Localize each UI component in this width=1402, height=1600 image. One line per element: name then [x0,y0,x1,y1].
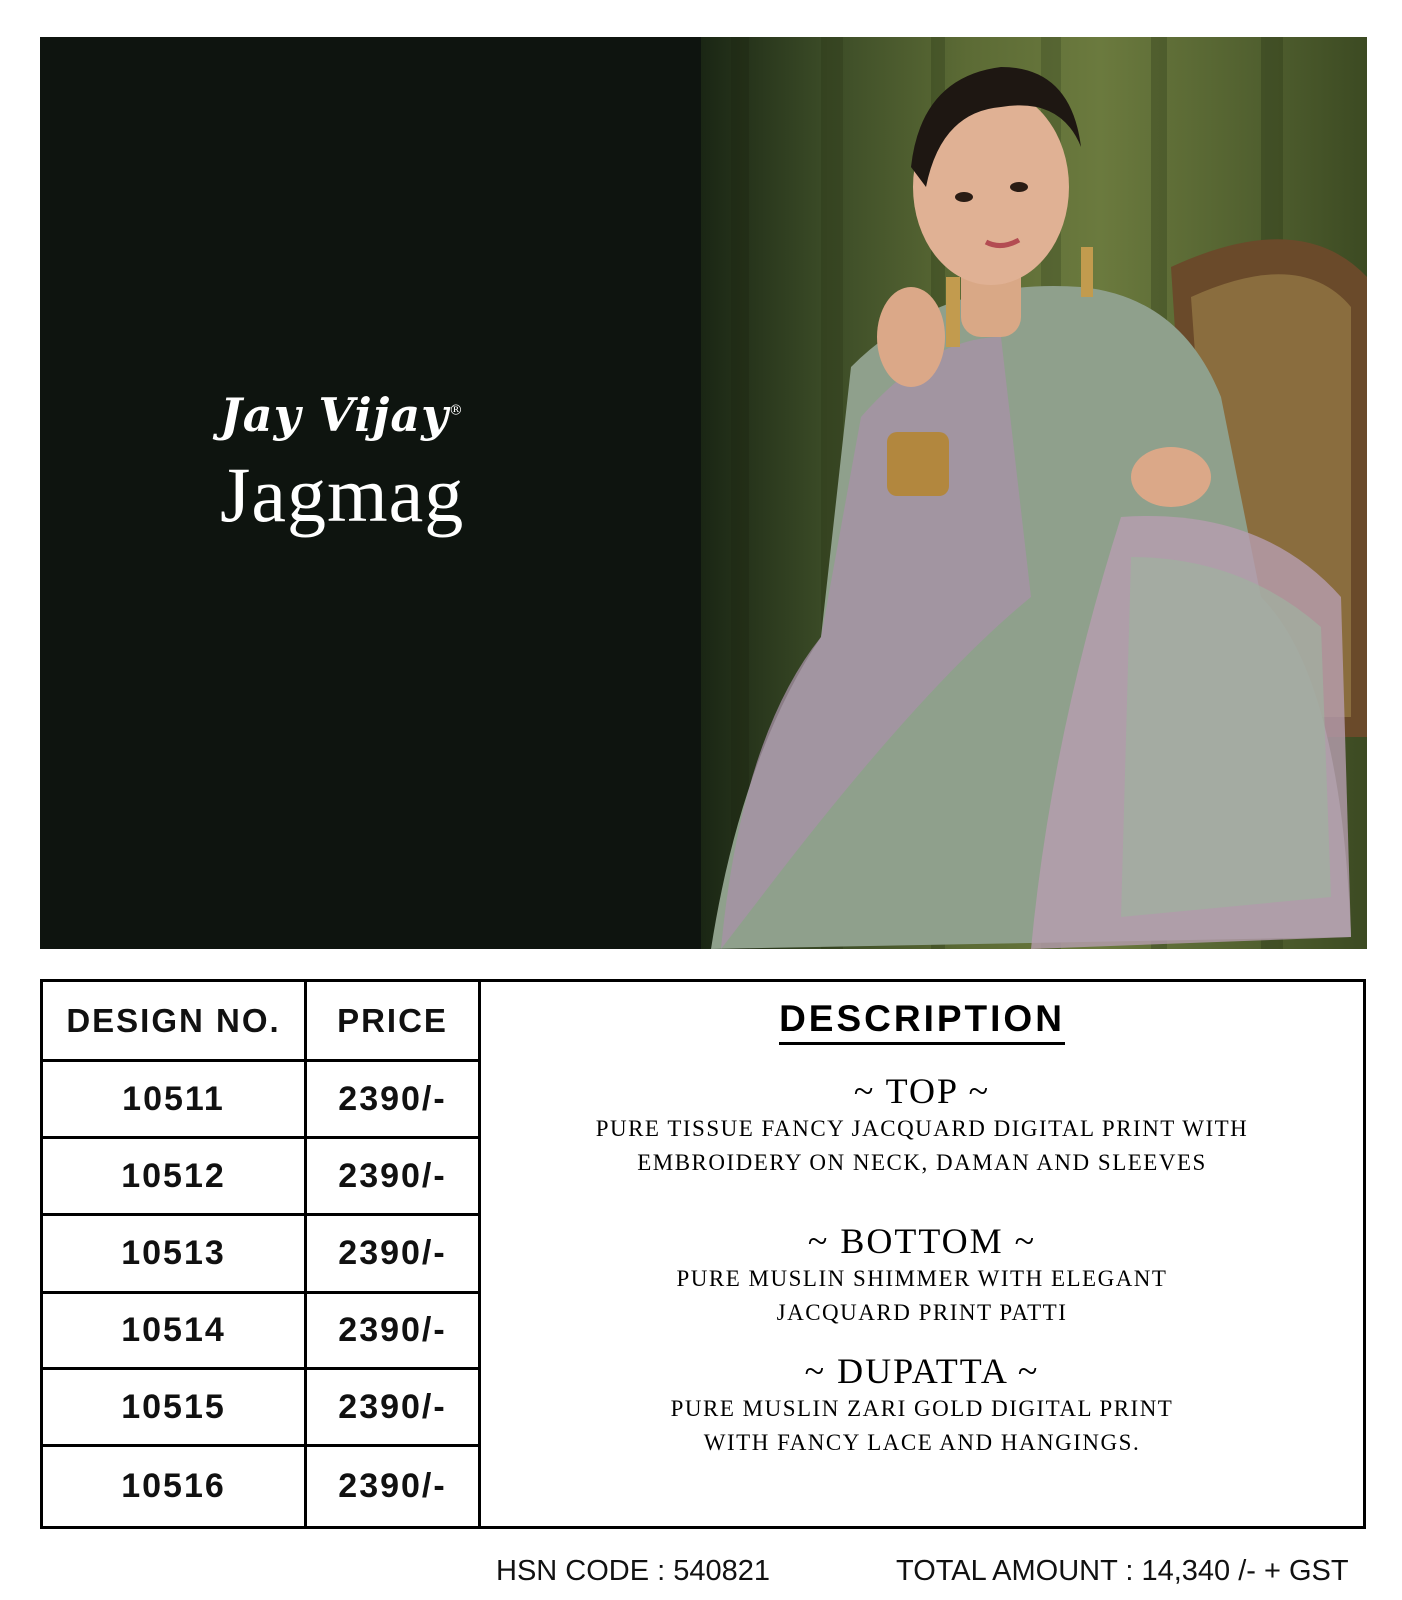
banner-dark-panel [40,37,701,949]
design-cell: 10511 [43,1062,304,1139]
collection-name: Jagmag [220,451,465,538]
bottom-heading: ~ BOTTOM ~ [807,1221,1037,1261]
bottom-line-1: PURE MUSLIN SHIMMER WITH ELEGANT [676,1265,1168,1291]
brand-logo [220,388,520,442]
design-cell: 10512 [43,1139,304,1216]
design-cell: 10514 [43,1294,304,1370]
price-cell: 2390/- [307,1216,478,1294]
top-line-1: PURE TISSUE FANCY JACQUARD DIGITAL PRINT WITH [595,1115,1249,1141]
description-title: DESCRIPTION [779,998,1065,1045]
price-cell: 2390/- [307,1370,478,1447]
catalog-banner [40,37,1367,949]
description-top [481,1072,1363,1180]
top-line-2: EMBROIDERY ON NECK, DAMAN AND SLEEVES [637,1149,1207,1175]
price-column [307,982,481,1526]
dupatta-line-1: PURE MUSLIN ZARI GOLD DIGITAL PRINT [670,1395,1174,1421]
price-cell: 2390/- [307,1294,478,1370]
design-column [43,982,307,1526]
description-panel [481,982,1363,1526]
dupatta-heading: ~ DUPATTA ~ [804,1351,1040,1391]
brand-block [220,388,520,538]
price-header: PRICE [307,982,478,1062]
description-dupatta [481,1352,1363,1460]
model-photo [701,37,1367,949]
price-cell: 2390/- [307,1062,478,1139]
hsn-code: HSN CODE : 540821 [496,1555,771,1587]
design-header: DESIGN NO. [43,982,304,1062]
registered-mark: ® [448,402,464,419]
model-illustration [701,37,1367,949]
dupatta-line-2: WITH FANCY LACE AND HANGINGS. [703,1429,1141,1455]
top-heading: ~ TOP ~ [853,1071,991,1111]
brand-logo-text: Jay Vijay [220,388,449,442]
design-cell: 10516 [121,1467,226,1505]
price-cell: 2390/- [338,1467,447,1505]
price-cell: 2390/- [307,1139,478,1216]
description-bottom [481,1222,1363,1330]
design-price-table [40,979,1366,1529]
total-amount: TOTAL AMOUNT : 14,340 /- + GST [896,1555,1349,1587]
bottom-line-2: JACQUARD PRINT PATTI [776,1299,1068,1325]
design-cell: 10513 [43,1216,304,1294]
design-cell: 10515 [43,1370,304,1447]
